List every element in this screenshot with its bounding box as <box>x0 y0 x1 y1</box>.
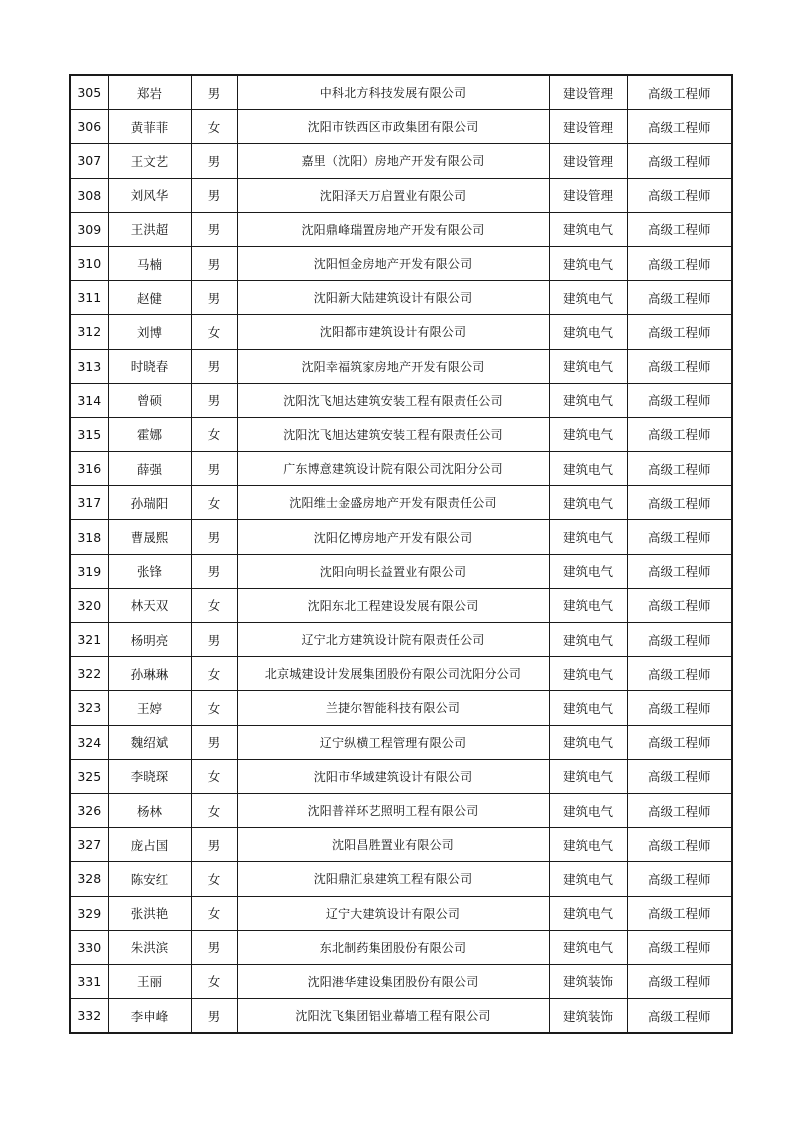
cell-specialty: 建筑电气 <box>549 588 627 622</box>
cell-organization: 嘉里（沈阳）房地产开发有限公司 <box>237 144 549 178</box>
cell-organization: 辽宁大建筑设计有限公司 <box>237 896 549 930</box>
cell-number: 308 <box>70 178 108 212</box>
cell-specialty: 建设管理 <box>549 178 627 212</box>
cell-number: 313 <box>70 349 108 383</box>
cell-specialty: 建筑电气 <box>549 623 627 657</box>
cell-name: 薛强 <box>108 452 191 486</box>
cell-gender: 男 <box>191 725 237 759</box>
cell-title: 高级工程师 <box>627 417 732 451</box>
cell-name: 马楠 <box>108 246 191 280</box>
cell-organization: 沈阳昌胜置业有限公司 <box>237 828 549 862</box>
cell-gender: 男 <box>191 75 237 110</box>
cell-title: 高级工程师 <box>627 691 732 725</box>
table-row <box>70 452 732 486</box>
cell-gender: 男 <box>191 554 237 588</box>
cell-title: 高级工程师 <box>627 452 732 486</box>
cell-organization: 沈阳港华建设集团股份有限公司 <box>237 964 549 998</box>
cell-name: 霍娜 <box>108 417 191 451</box>
table-row <box>70 212 732 246</box>
cell-gender: 男 <box>191 828 237 862</box>
cell-number: 331 <box>70 964 108 998</box>
cell-organization: 兰捷尔智能科技有限公司 <box>237 691 549 725</box>
cell-organization: 沈阳鼎汇泉建筑工程有限公司 <box>237 862 549 896</box>
cell-specialty: 建筑电气 <box>549 315 627 349</box>
cell-organization: 沈阳幸福筑家房地产开发有限公司 <box>237 349 549 383</box>
table-row <box>70 75 732 110</box>
cell-title: 高级工程师 <box>627 486 732 520</box>
cell-number: 316 <box>70 452 108 486</box>
cell-gender: 男 <box>191 178 237 212</box>
cell-title: 高级工程师 <box>627 999 732 1034</box>
cell-name: 王文艺 <box>108 144 191 178</box>
cell-number: 307 <box>70 144 108 178</box>
cell-specialty: 建筑电气 <box>549 930 627 964</box>
cell-name: 刘博 <box>108 315 191 349</box>
cell-number: 315 <box>70 417 108 451</box>
cell-organization: 沈阳向明长益置业有限公司 <box>237 554 549 588</box>
cell-title: 高级工程师 <box>627 623 732 657</box>
cell-specialty: 建设管理 <box>549 110 627 144</box>
cell-organization: 沈阳鼎峰瑞置房地产开发有限公司 <box>237 212 549 246</box>
cell-title: 高级工程师 <box>627 588 732 622</box>
cell-name: 赵健 <box>108 281 191 315</box>
cell-title: 高级工程师 <box>627 793 732 827</box>
cell-organization: 沈阳沈飞集团铝业幕墙工程有限公司 <box>237 999 549 1034</box>
table-row <box>70 315 732 349</box>
cell-gender: 女 <box>191 759 237 793</box>
cell-gender: 男 <box>191 452 237 486</box>
table-row <box>70 964 732 998</box>
cell-name: 李晓琛 <box>108 759 191 793</box>
cell-gender: 女 <box>191 691 237 725</box>
cell-number: 305 <box>70 75 108 110</box>
cell-name: 张锋 <box>108 554 191 588</box>
cell-name: 李申峰 <box>108 999 191 1034</box>
cell-name: 孙琳琳 <box>108 657 191 691</box>
table-row <box>70 657 732 691</box>
cell-name: 孙瑞阳 <box>108 486 191 520</box>
cell-organization: 沈阳普祥环艺照明工程有限公司 <box>237 793 549 827</box>
cell-organization: 沈阳亿博房地产开发有限公司 <box>237 520 549 554</box>
cell-title: 高级工程师 <box>627 383 732 417</box>
cell-organization: 广东博意建筑设计院有限公司沈阳分公司 <box>237 452 549 486</box>
table-row <box>70 862 732 896</box>
cell-specialty: 建设管理 <box>549 75 627 110</box>
cell-specialty: 建筑电气 <box>549 486 627 520</box>
cell-number: 312 <box>70 315 108 349</box>
cell-organization: 沈阳市华域建筑设计有限公司 <box>237 759 549 793</box>
table-row <box>70 383 732 417</box>
table-row <box>70 246 732 280</box>
cell-specialty: 建筑电气 <box>549 862 627 896</box>
cell-specialty: 建筑装饰 <box>549 964 627 998</box>
cell-name: 王洪超 <box>108 212 191 246</box>
cell-gender: 女 <box>191 588 237 622</box>
cell-specialty: 建筑电气 <box>549 520 627 554</box>
cell-number: 323 <box>70 691 108 725</box>
cell-specialty: 建筑电气 <box>549 896 627 930</box>
cell-title: 高级工程师 <box>627 144 732 178</box>
cell-gender: 男 <box>191 930 237 964</box>
cell-number: 319 <box>70 554 108 588</box>
cell-specialty: 建筑电气 <box>549 828 627 862</box>
table-row <box>70 896 732 930</box>
cell-specialty: 建筑电气 <box>549 452 627 486</box>
cell-number: 326 <box>70 793 108 827</box>
cell-name: 王婷 <box>108 691 191 725</box>
cell-number: 310 <box>70 246 108 280</box>
cell-specialty: 建筑电气 <box>549 383 627 417</box>
cell-specialty: 建筑电气 <box>549 246 627 280</box>
cell-organization: 沈阳都市建筑设计有限公司 <box>237 315 549 349</box>
cell-number: 309 <box>70 212 108 246</box>
cell-number: 306 <box>70 110 108 144</box>
table-row <box>70 623 732 657</box>
cell-specialty: 建筑电气 <box>549 759 627 793</box>
cell-gender: 女 <box>191 793 237 827</box>
cell-organization: 沈阳沈飞旭达建筑安装工程有限责任公司 <box>237 383 549 417</box>
cell-title: 高级工程师 <box>627 281 732 315</box>
table-row <box>70 281 732 315</box>
cell-title: 高级工程师 <box>627 349 732 383</box>
cell-name: 庞占国 <box>108 828 191 862</box>
cell-name: 时晓春 <box>108 349 191 383</box>
cell-gender: 男 <box>191 212 237 246</box>
cell-name: 林天双 <box>108 588 191 622</box>
cell-number: 325 <box>70 759 108 793</box>
cell-gender: 男 <box>191 144 237 178</box>
cell-name: 朱洪滨 <box>108 930 191 964</box>
cell-name: 杨明亮 <box>108 623 191 657</box>
cell-name: 魏绍斌 <box>108 725 191 759</box>
table-row <box>70 520 732 554</box>
cell-gender: 男 <box>191 349 237 383</box>
cell-gender: 女 <box>191 486 237 520</box>
cell-name: 陈安红 <box>108 862 191 896</box>
table-row <box>70 486 732 520</box>
cell-specialty: 建筑装饰 <box>549 999 627 1034</box>
cell-specialty: 建筑电气 <box>549 691 627 725</box>
cell-title: 高级工程师 <box>627 759 732 793</box>
cell-gender: 男 <box>191 281 237 315</box>
cell-organization: 中科北方科技发展有限公司 <box>237 75 549 110</box>
cell-title: 高级工程师 <box>627 896 732 930</box>
cell-title: 高级工程师 <box>627 212 732 246</box>
cell-number: 327 <box>70 828 108 862</box>
cell-name: 黄菲菲 <box>108 110 191 144</box>
cell-organization: 沈阳沈飞旭达建筑安装工程有限责任公司 <box>237 417 549 451</box>
cell-organization: 沈阳新大陆建筑设计有限公司 <box>237 281 549 315</box>
table-row <box>70 759 732 793</box>
table-row <box>70 999 732 1034</box>
table-row <box>70 349 732 383</box>
cell-title: 高级工程师 <box>627 110 732 144</box>
cell-title: 高级工程师 <box>627 315 732 349</box>
table-row <box>70 793 732 827</box>
cell-gender: 男 <box>191 520 237 554</box>
cell-name: 王丽 <box>108 964 191 998</box>
cell-title: 高级工程师 <box>627 75 732 110</box>
cell-gender: 女 <box>191 862 237 896</box>
cell-number: 324 <box>70 725 108 759</box>
cell-number: 320 <box>70 588 108 622</box>
table-row <box>70 110 732 144</box>
table-row <box>70 588 732 622</box>
cell-name: 刘风华 <box>108 178 191 212</box>
cell-specialty: 建设管理 <box>549 144 627 178</box>
cell-gender: 男 <box>191 246 237 280</box>
cell-number: 311 <box>70 281 108 315</box>
cell-title: 高级工程师 <box>627 930 732 964</box>
cell-number: 317 <box>70 486 108 520</box>
cell-number: 332 <box>70 999 108 1034</box>
cell-specialty: 建筑电气 <box>549 349 627 383</box>
cell-specialty: 建筑电气 <box>549 212 627 246</box>
cell-specialty: 建筑电气 <box>549 793 627 827</box>
cell-name: 郑岩 <box>108 75 191 110</box>
cell-organization: 辽宁纵横工程管理有限公司 <box>237 725 549 759</box>
cell-number: 318 <box>70 520 108 554</box>
cell-title: 高级工程师 <box>627 964 732 998</box>
cell-gender: 女 <box>191 964 237 998</box>
cell-title: 高级工程师 <box>627 178 732 212</box>
cell-gender: 男 <box>191 999 237 1034</box>
cell-title: 高级工程师 <box>627 657 732 691</box>
cell-organization: 沈阳维士金盛房地产开发有限责任公司 <box>237 486 549 520</box>
cell-gender: 男 <box>191 383 237 417</box>
cell-organization: 沈阳泽天万启置业有限公司 <box>237 178 549 212</box>
cell-title: 高级工程师 <box>627 520 732 554</box>
roster-page <box>69 74 731 1034</box>
cell-gender: 女 <box>191 417 237 451</box>
cell-organization: 沈阳恒金房地产开发有限公司 <box>237 246 549 280</box>
roster-table-body <box>70 75 732 1033</box>
cell-specialty: 建筑电气 <box>549 657 627 691</box>
cell-gender: 男 <box>191 623 237 657</box>
cell-number: 321 <box>70 623 108 657</box>
cell-organization: 沈阳市铁西区市政集团有限公司 <box>237 110 549 144</box>
cell-specialty: 建筑电气 <box>549 554 627 588</box>
table-row <box>70 691 732 725</box>
cell-name: 张洪艳 <box>108 896 191 930</box>
cell-name: 曾硕 <box>108 383 191 417</box>
table-row <box>70 144 732 178</box>
table-row <box>70 178 732 212</box>
table-row <box>70 417 732 451</box>
table-row <box>70 930 732 964</box>
table-row <box>70 828 732 862</box>
cell-gender: 女 <box>191 896 237 930</box>
cell-gender: 女 <box>191 110 237 144</box>
roster-table <box>69 74 733 1034</box>
cell-title: 高级工程师 <box>627 828 732 862</box>
cell-gender: 女 <box>191 315 237 349</box>
cell-number: 330 <box>70 930 108 964</box>
cell-organization: 沈阳东北工程建设发展有限公司 <box>237 588 549 622</box>
cell-organization: 东北制药集团股份有限公司 <box>237 930 549 964</box>
cell-number: 314 <box>70 383 108 417</box>
cell-specialty: 建筑电气 <box>549 281 627 315</box>
cell-organization: 北京城建设计发展集团股份有限公司沈阳分公司 <box>237 657 549 691</box>
cell-title: 高级工程师 <box>627 725 732 759</box>
cell-number: 328 <box>70 862 108 896</box>
cell-name: 杨林 <box>108 793 191 827</box>
cell-organization: 辽宁北方建筑设计院有限责任公司 <box>237 623 549 657</box>
table-row <box>70 554 732 588</box>
cell-specialty: 建筑电气 <box>549 725 627 759</box>
table-row <box>70 725 732 759</box>
cell-gender: 女 <box>191 657 237 691</box>
cell-title: 高级工程师 <box>627 862 732 896</box>
cell-specialty: 建筑电气 <box>549 417 627 451</box>
cell-number: 329 <box>70 896 108 930</box>
cell-name: 曹晟熙 <box>108 520 191 554</box>
cell-title: 高级工程师 <box>627 246 732 280</box>
cell-number: 322 <box>70 657 108 691</box>
cell-title: 高级工程师 <box>627 554 732 588</box>
